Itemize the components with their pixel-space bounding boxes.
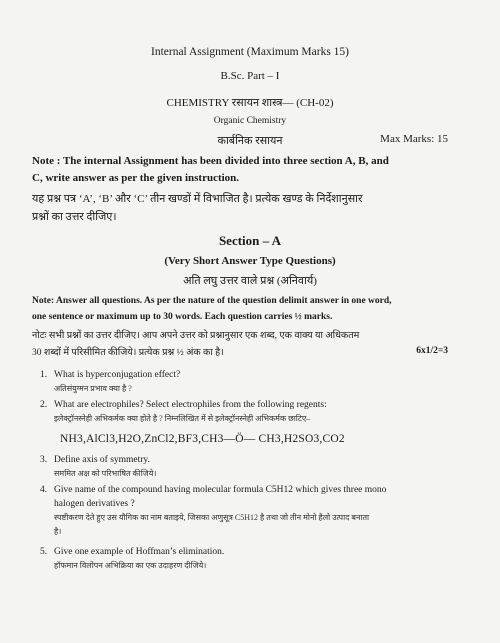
main-note-hindi-line-1: यह प्रश्न पत्र ‘A’, ‘B’ और ‘C’ तीन खण्डों में विभाजित है। प्रत्येक खण्ड के निर्देशानुसार <box>32 193 363 205</box>
question-text-hindi: सममित अक्ष को परिभाषित कीजिये। <box>54 469 157 478</box>
question-text-hindi: अतिसंयुग्मन प्रभाव क्या है ? <box>54 384 132 393</box>
question-text-line-1: Give name of the compound having molecular formula C5H12 which gives three mono <box>54 485 387 495</box>
question-2 <box>40 398 472 426</box>
question-text: Define axis of symmetry. <box>54 455 150 465</box>
section-subtitle-english: (Very Short Answer Type Questions) <box>164 255 336 267</box>
subject-name: CHEMISTRY रसायन शास्त्र— (CH-02) <box>166 97 334 109</box>
course-name: B.Sc. Part – I <box>220 70 280 82</box>
question-4 <box>40 483 472 539</box>
assignment-title: Internal Assignment (Maximum Marks 15) <box>150 46 350 58</box>
section-title: Section – A <box>218 233 282 248</box>
main-note-english <box>32 153 472 187</box>
question-text: What is hyperconjugation effect? <box>54 370 181 380</box>
question-text: Give one example of Hoffman’s elimination. <box>54 547 225 557</box>
question-number: 5. <box>40 547 48 557</box>
main-note-hindi <box>32 190 472 226</box>
main-note-line-2: C, write answer as per the given instruction. <box>32 172 240 184</box>
section-note-hindi-line-1: नोटः सभी प्रश्नों का उत्तर दीजिए। आप अपने उत्तर को प्रश्नानुसार एक शब्द, एक वाक्य या अधिकतम <box>32 331 360 341</box>
question-number: 3. <box>40 455 48 465</box>
section-note-hindi-line-2: 30 शब्दों में परिसीमित कीजिये। प्रत्येक प्रश्न ½ अंक का है। <box>32 348 224 358</box>
question-text-hindi-line-2: है। <box>54 527 62 536</box>
topic-english: Organic Chemistry <box>213 116 287 126</box>
max-marks: Max Marks: 15 <box>380 133 448 145</box>
section-score: 6x1/2=3 <box>416 346 448 356</box>
section-note-line-1: Note: Answer all questions. As per the nature of the question delimit answer in one word, <box>32 296 392 306</box>
main-note-line-1: Note : The internal Assignment has been divided into three section A, B, and <box>32 155 389 167</box>
question-text-hindi-line-1: स्पष्टीकरण देते हुए उस यौगिक का नाम बताइये, जिसका अणुसूत्र C5H12 है तथा जो तीन मोनो हैलो उत्पाद बनाता <box>54 513 370 522</box>
section-note-line-2: one sentence or maximum up to 30 words. Each question carries ½ marks. <box>32 312 333 322</box>
topic-hindi: कार्बनिक रसायन <box>217 135 283 147</box>
question-text-hindi: हॉफमान विलोपन अभिक्रिया का एक उदाहरण दीजिये। <box>54 561 207 570</box>
reagent-list: NH3,AlCl3,H2O,ZnCl2,BF3,CH3—Ö— CH3,H2SO3,CO2 <box>60 433 345 445</box>
question-number: 2. <box>40 400 48 410</box>
question-text-hindi: इलेक्ट्रॉनस्नेही अभिकर्मक क्या होते है ? निम्नलिखित में से इलेक्ट्रॉनस्नेही अभिकर्मक छाटिए– <box>54 414 311 423</box>
question-text-line-2: halogen derivatives ? <box>54 499 135 509</box>
main-note-hindi-line-2: प्रश्नों का उत्तर दीजिए। <box>32 211 117 223</box>
question-text: What are electrophiles? Select electrophiles from the following regents: <box>54 400 327 410</box>
question-1 <box>40 368 472 396</box>
section-subtitle-hindi: अति लघु उत्तर वाले प्रश्न (अनिवार्य) <box>183 275 317 287</box>
question-3 <box>40 453 472 481</box>
question-number: 4. <box>40 485 48 495</box>
question-number: 1. <box>40 370 48 380</box>
section-note-english <box>32 293 472 325</box>
section-note-hindi <box>32 328 472 362</box>
question-5 <box>40 545 472 573</box>
